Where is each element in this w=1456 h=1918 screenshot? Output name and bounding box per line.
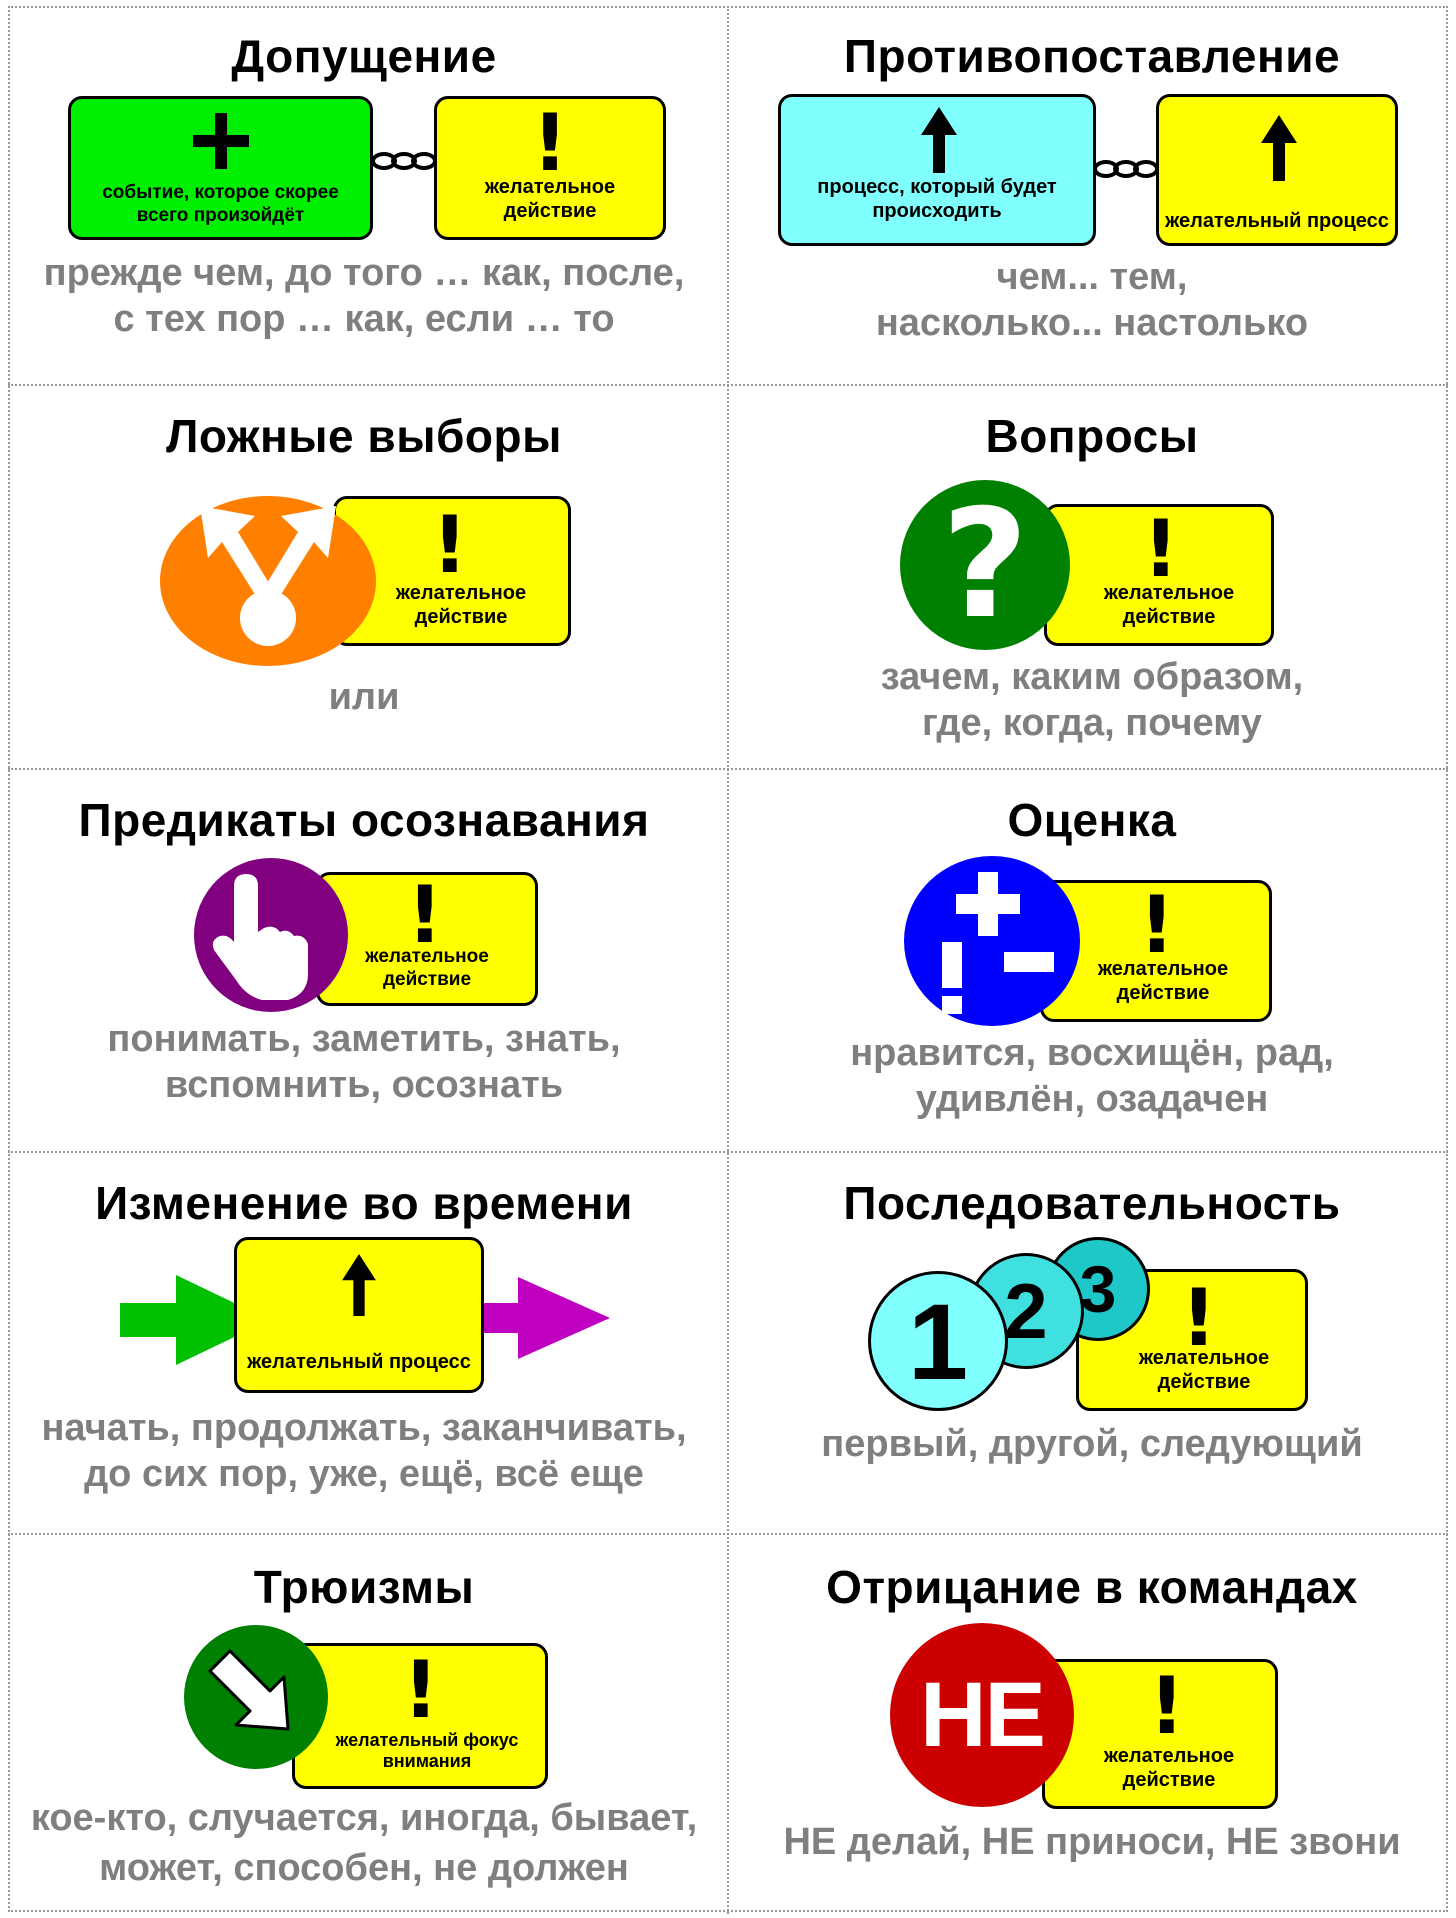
question-mark-icon: ? [941,478,1029,652]
box-label: желательное действие [365,946,489,990]
exclamation-icon: ! [1149,1662,1185,1752]
example-words: чем... тем, [996,256,1188,298]
exclamation-icon: ! [432,501,468,591]
card-title: Ложные выборы [166,410,562,462]
example-words: где, когда, почему [922,702,1262,744]
card-title: Предикаты осознавания [78,794,650,846]
card-title: Отрицание в командах [826,1561,1358,1613]
ne-icon: НЕ [920,1664,1044,1766]
example-words: нравится, восхищён, рад, [850,1032,1334,1074]
example-words: удивлён, озадачен [915,1078,1269,1120]
card-otsenka [728,768,1456,1152]
box-label: желательный фокус внимания [335,1730,519,1771]
red-circle [890,1623,1074,1807]
card-voprosy [728,384,1456,768]
box-label: желательное действие [1103,1745,1235,1791]
box-label: процесс, который будет происходить [817,176,1057,222]
number-circle-3: 3 [1046,1237,1150,1341]
pointing-hand-icon [194,858,348,1012]
card-predikaty-osoznavaniya [0,768,728,1152]
desired-focus-box [292,1643,548,1789]
example-words: начать, продолжать, заканчивать, [41,1407,687,1449]
up-arrow-icon [341,1254,377,1316]
right-arrow-icon [482,1273,612,1363]
chain-link-icon [372,146,436,176]
example-words: зачем, каким образом, [880,656,1304,698]
example-words: насколько... настолько [875,302,1309,344]
example-words: или [328,676,400,718]
box-label: желательное действие [1103,582,1235,628]
process-box [778,94,1096,246]
example-words: первый, другой, следующий [821,1423,1363,1465]
card-lozhnye-vybory [0,384,728,768]
exclamation-icon: ! [1181,1274,1217,1364]
card-tryuizmy [0,1533,728,1917]
card-dopushchenie [0,0,728,384]
diagonal-arrow-icon [184,1625,328,1769]
chain-link-icon [1094,154,1158,184]
example-words: кое-кто, случается, иногда, бывает, [30,1797,698,1839]
number-circle-2: 2 [968,1253,1084,1369]
desired-action-box [1044,504,1274,646]
box-label: желательное действие [1138,1347,1270,1393]
example-words: до сих пор, уже, ещё, всё еще [84,1453,644,1495]
box-label: желательное действие [484,176,616,222]
card-title: Оценка [1007,794,1177,846]
desired-action-box [1042,1659,1278,1809]
fork-arrows-icon [160,496,376,666]
example-words: может, способен, не должен [99,1847,629,1889]
card-protivopostavlenie [728,0,1456,384]
example-words: вспомнить, осознать [164,1064,564,1106]
card-izmenenie-vo-vremeni [0,1151,728,1535]
example-words: НЕ делай, НЕ приноси, НЕ звони [783,1821,1401,1863]
plus-minus-icon [904,856,1080,1026]
plus-icon [191,111,251,171]
card-title: Трюизмы [253,1561,475,1613]
desired-process-box [1156,94,1398,246]
box-label: желательное действие [395,582,527,628]
exclamation-icon: ! [1139,881,1175,971]
desired-action-box [434,96,666,240]
number-circle-1: 1 [868,1271,1008,1411]
exclamation-icon: ! [403,1646,439,1736]
desired-action-box [316,872,538,1006]
exclamation-icon: ! [532,99,568,189]
exclamation-icon: ! [1143,505,1179,595]
box-label: событие, которое скорее всего произойдёт [102,182,339,226]
example-words: прежде чем, до того … как, после, [43,252,685,294]
up-arrow-icon [1261,115,1297,181]
exclamation-icon: ! [407,871,443,961]
card-otritsanie-v-komandakh [728,1533,1456,1917]
card-title: Противопоставление [843,30,1341,82]
green-circle [900,480,1070,650]
box-label: желательный процесс [247,1351,471,1373]
likely-event-box [68,96,373,240]
card-title: Допущение [231,30,497,82]
card-posledovatelnost [728,1151,1456,1535]
card-title: Изменение во времени [95,1177,633,1229]
up-arrow-icon [921,107,957,173]
example-words: понимать, заметить, знать, [107,1018,621,1060]
example-words: с тех пор … как, если … то [113,298,615,340]
card-title: Последовательность [843,1177,1341,1229]
box-label: желательное действие [1097,958,1229,1004]
card-title: Вопросы [985,410,1199,462]
box-label: желательный процесс [1165,210,1389,232]
desired-process-box [234,1237,484,1393]
